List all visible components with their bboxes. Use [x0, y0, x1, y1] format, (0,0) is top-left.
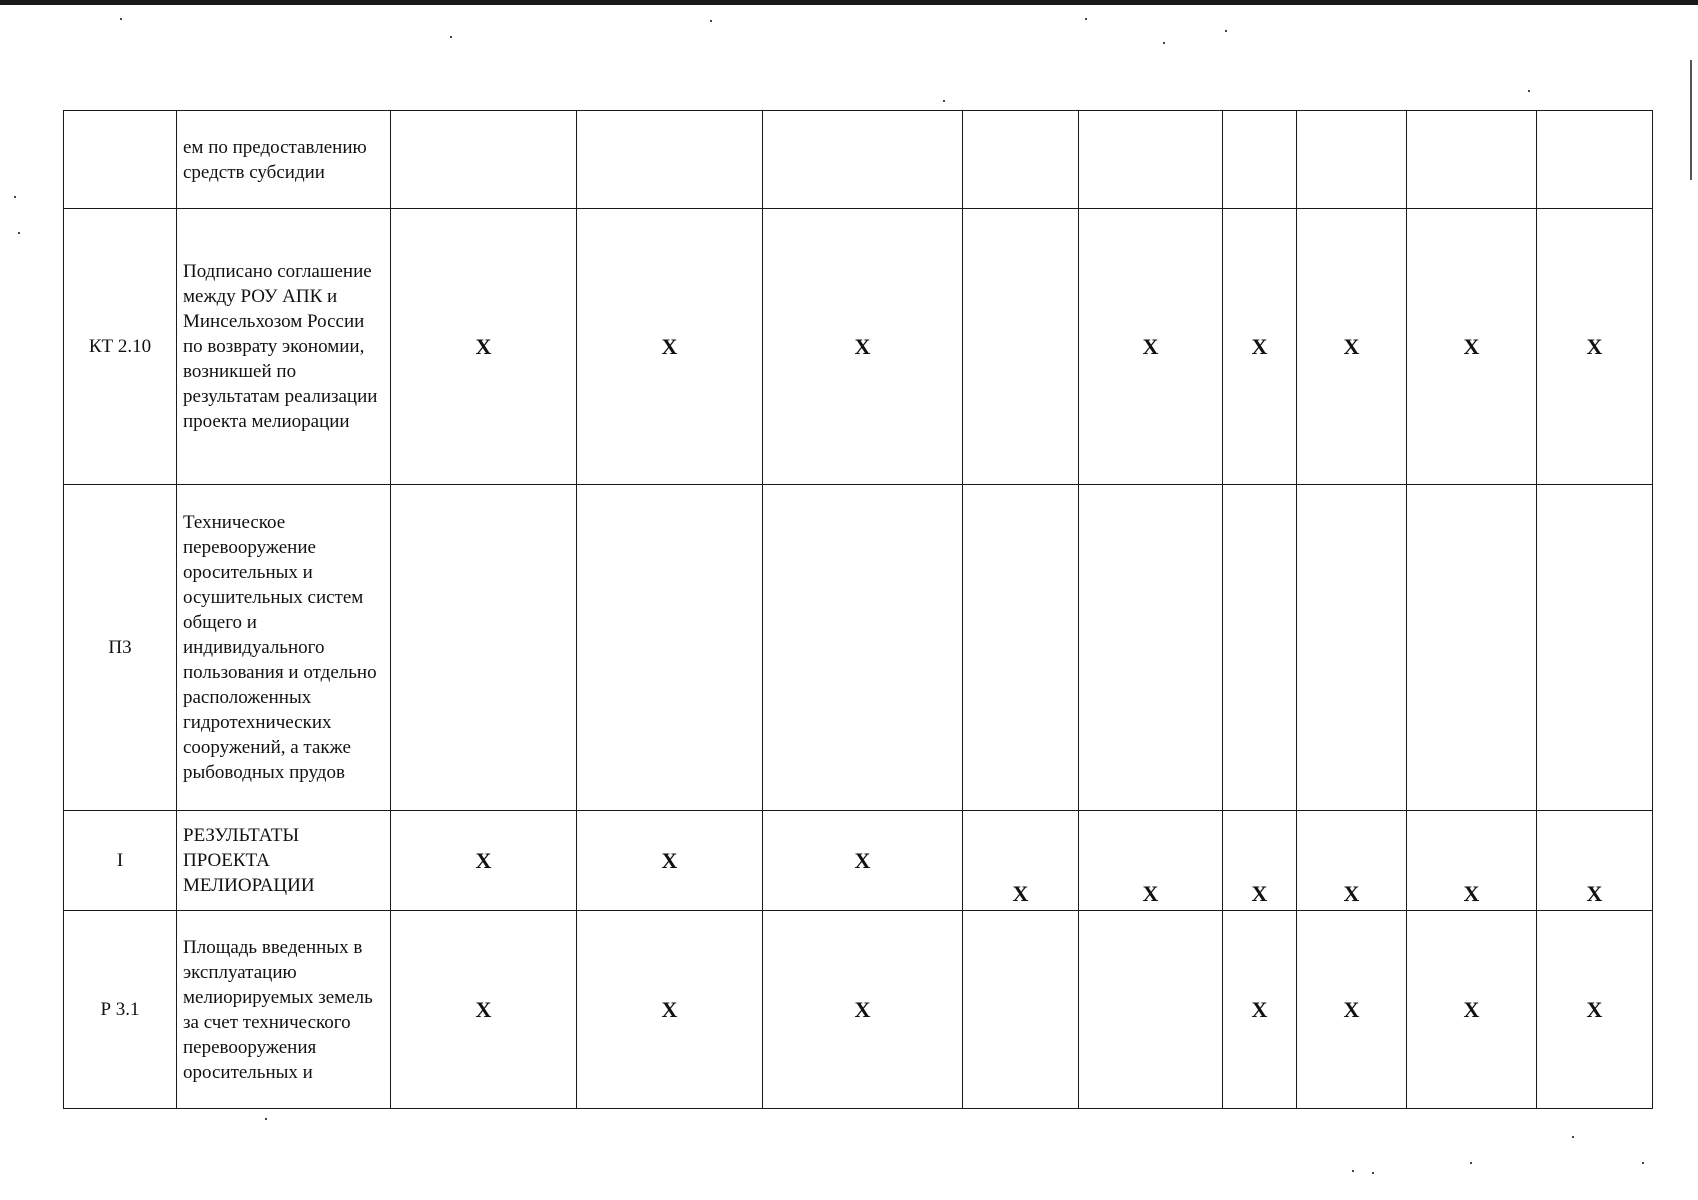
mark-cell: X — [1537, 209, 1653, 485]
mark-cell: X — [1223, 209, 1297, 485]
row-description: РЕЗУЛЬТАТЫ ПРОЕКТА МЕЛИОРАЦИИ — [177, 811, 391, 911]
row-code: П3 — [64, 485, 177, 811]
mark-cell — [1407, 485, 1537, 811]
scan-speck — [1352, 1170, 1354, 1172]
scan-right-edge — [1690, 60, 1692, 180]
mark-cell: X — [763, 811, 963, 911]
mark-cell — [391, 485, 577, 811]
row-code: КТ 2.10 — [64, 209, 177, 485]
mark-cell — [763, 111, 963, 209]
table-row — [64, 111, 1653, 209]
mark-cell — [1297, 111, 1407, 209]
scan-speck — [120, 18, 122, 20]
scan-speck — [265, 1118, 267, 1120]
scan-speck — [450, 36, 452, 38]
scan-speck — [18, 232, 20, 234]
scan-speck — [1470, 1162, 1472, 1164]
mark-cell: X — [1079, 811, 1223, 911]
mark-cell — [963, 485, 1079, 811]
mark-cell — [1537, 485, 1653, 811]
mark-cell — [1079, 911, 1223, 1109]
mark-cell — [1223, 111, 1297, 209]
scan-speck — [710, 20, 712, 22]
mark-cell — [1079, 111, 1223, 209]
mark-cell — [1079, 485, 1223, 811]
mark-cell — [963, 209, 1079, 485]
mark-cell: X — [1079, 209, 1223, 485]
row-code — [64, 111, 177, 209]
scan-speck — [943, 100, 945, 102]
scan-speck — [1572, 1136, 1574, 1138]
mark-cell — [1297, 485, 1407, 811]
mark-cell: X — [1537, 911, 1653, 1109]
mark-cell: X — [391, 811, 577, 911]
mark-cell: X — [1537, 811, 1653, 911]
mark-cell — [577, 111, 763, 209]
mark-cell: X — [577, 911, 763, 1109]
mark-cell — [963, 111, 1079, 209]
mark-cell — [963, 911, 1079, 1109]
table-row — [64, 911, 1653, 1109]
scan-speck — [1528, 90, 1530, 92]
row-code: Р 3.1 — [64, 911, 177, 1109]
scan-speck — [1163, 42, 1165, 44]
mark-cell: X — [1297, 811, 1407, 911]
mark-cell: X — [391, 911, 577, 1109]
mark-cell: X — [1223, 811, 1297, 911]
mark-cell — [1407, 111, 1537, 209]
mark-cell: X — [391, 209, 577, 485]
mark-cell: X — [963, 811, 1079, 911]
row-description: Техническое перевооружение оросительных и осушительных систем общего и индивидуального пользования и отдельно расположенных гидротехнических сооружений, а также рыбоводных прудов — [177, 485, 391, 811]
mark-cell: X — [577, 209, 763, 485]
scan-speck — [1225, 30, 1227, 32]
table-row — [64, 485, 1653, 811]
mark-cell: X — [1223, 911, 1297, 1109]
scan-top-edge — [0, 0, 1698, 5]
table-row — [64, 811, 1653, 911]
mark-cell: X — [1407, 911, 1537, 1109]
row-description: Площадь введенных в эксплуатацию мелиорируемых земель за счет технического перевооружения оросительных и — [177, 911, 391, 1109]
mark-cell — [1537, 111, 1653, 209]
mark-cell — [1223, 485, 1297, 811]
mark-cell: X — [1407, 209, 1537, 485]
mark-cell — [577, 485, 763, 811]
scan-speck — [1642, 1162, 1644, 1164]
mark-cell: X — [1297, 209, 1407, 485]
results-table — [63, 110, 1653, 1109]
mark-cell: X — [763, 911, 963, 1109]
mark-cell: X — [763, 209, 963, 485]
mark-cell — [391, 111, 577, 209]
mark-cell: X — [1297, 911, 1407, 1109]
mark-cell: X — [1407, 811, 1537, 911]
scan-speck — [14, 196, 16, 198]
mark-cell: X — [577, 811, 763, 911]
row-description: ем по предоставлению средств субсидии — [177, 111, 391, 209]
table-row — [64, 209, 1653, 485]
row-code: I — [64, 811, 177, 911]
scan-speck — [1085, 18, 1087, 20]
row-description: Подписано соглашение между РОУ АПК и Минсельхозом России по возврату экономии, возникшей по результатам реализации проекта мелиорации — [177, 209, 391, 485]
scan-speck — [1372, 1172, 1374, 1174]
mark-cell — [763, 485, 963, 811]
